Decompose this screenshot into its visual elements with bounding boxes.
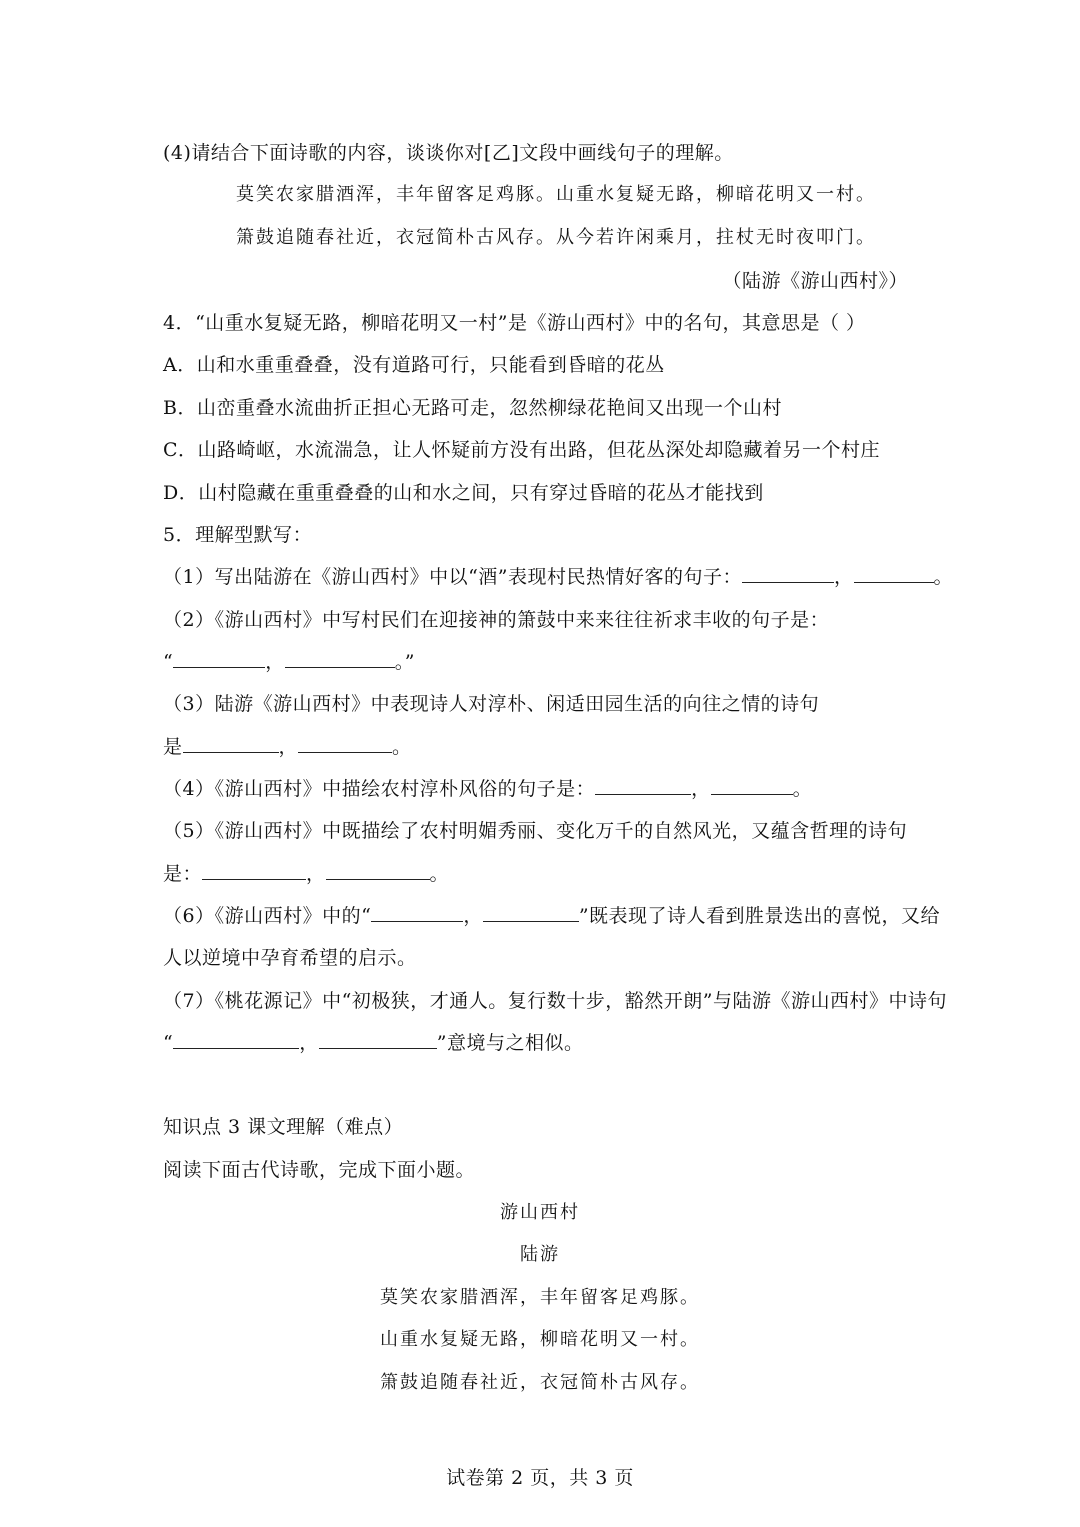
poem-attribution: （陆游《游山西村》） <box>722 270 908 292</box>
answer-blank[interactable] <box>854 564 934 583</box>
fill-q6-continuation: 人以逆境中孕育希望的启示。 <box>163 947 417 969</box>
answer-blank[interactable] <box>742 564 834 583</box>
period: 。 <box>392 736 412 758</box>
fill-q6-suffix: ”既表现了诗人看到胜景迭出的喜悦，又给 <box>578 905 941 927</box>
fill-q2-text: （2）《游山西村》中写村民们在迎接神的箫鼓中来来往往祈求丰收的句子是： <box>163 609 830 631</box>
comma: ， <box>306 863 326 885</box>
poem-line: 箫鼓追随春社近，衣冠简朴古风存。 <box>380 1372 700 1393</box>
answer-blank[interactable] <box>183 734 279 753</box>
answer-blank[interactable] <box>326 861 430 880</box>
fill-q3-text: （3）陆游《游山西村》中表现诗人对淳朴、闲适田园生活的向往之情的诗句 <box>163 693 820 715</box>
answer-blank[interactable] <box>595 776 691 795</box>
answer-blank[interactable] <box>483 903 579 922</box>
answer-blank[interactable] <box>173 649 265 668</box>
poem-title: 游山西村 <box>500 1202 580 1223</box>
fill-q5-text: （5）《游山西村》中既描绘了农村明媚秀丽、变化万千的自然风光，又蕴含哲理的诗句 <box>163 820 908 842</box>
comma: ， <box>299 1032 319 1054</box>
comma: ， <box>834 566 854 588</box>
answer-blank[interactable] <box>711 776 793 795</box>
fill-q7-blanks <box>163 1030 583 1056</box>
mc-option-b[interactable]: B．山峦重叠水流曲折正担心无路可走，忽然柳绿花艳间又出现一个山村 <box>163 397 782 419</box>
fill-q6-prefix: （6）《游山西村》中的“ <box>163 905 372 927</box>
mc-question: 4．“山重水复疑无路，柳暗花明又一村”是《游山西村》中的名句，其意思是（ ） <box>163 312 866 334</box>
answer-blank[interactable] <box>285 649 395 668</box>
answer-blank[interactable] <box>298 734 392 753</box>
comma: ， <box>463 905 483 927</box>
poem-line: 莫笑农家腊酒浑，丰年留客足鸡豚。 <box>380 1287 700 1308</box>
fill-q7-suffix: ”意境与之相似。 <box>436 1032 584 1054</box>
answer-blank[interactable] <box>371 903 463 922</box>
fill-q3-blanks <box>163 734 412 760</box>
poem-line-2: 箫鼓追随春社近，衣冠简朴古风存。从今若许闲乘月，拄杖无时夜叩门。 <box>236 227 876 248</box>
poem-author: 陆游 <box>520 1244 560 1265</box>
fill-q2-blanks <box>163 649 415 675</box>
comma: ， <box>265 651 285 673</box>
fill-q1-text: （1）写出陆游在《游山西村》中以“酒”表现村民热情好客的句子： <box>163 566 743 588</box>
fill-q6 <box>163 903 940 929</box>
mc-option-a[interactable]: A．山和水重重叠叠，没有道路可行，只能看到昏暗的花丛 <box>163 354 665 376</box>
page-footer: 试卷第 2 页，共 3 页 <box>446 1467 634 1489</box>
open-quote: “ <box>163 651 174 673</box>
open-quote: “ <box>163 1032 174 1054</box>
fill-q7-text: （7）《桃花源记》中“初极狭，才通人。复行数十步，豁然开朗”与陆游《游山西村》中诗句 <box>163 990 948 1012</box>
mc-option-d[interactable]: D．山村隐藏在重重叠叠的山和水之间，只有穿过昏暗的花丛才能找到 <box>163 482 764 504</box>
fill-q4-text: （4）《游山西村》中描绘农村淳朴风俗的句子是： <box>163 778 596 800</box>
period: 。 <box>429 863 450 885</box>
section-3-title: 知识点 3 课文理解（难点） <box>163 1116 404 1138</box>
fill-q5-prefix: 是： <box>163 863 203 885</box>
poem-line: 山重水复疑无路，柳暗花明又一村。 <box>380 1329 700 1350</box>
answer-blank[interactable] <box>202 861 306 880</box>
close-quote: 。” <box>394 651 415 673</box>
poem-line-1: 莫笑农家腊酒浑，丰年留客足鸡豚。山重水复疑无路，柳暗花明又一村。 <box>236 184 876 205</box>
fill-q3-prefix: 是 <box>163 736 183 758</box>
fill-q4 <box>163 776 812 802</box>
period: 。 <box>792 778 813 800</box>
question-4-prompt: (4)请结合下面诗歌的内容，谈谈你对[乙]文段中画线句子的理解。 <box>163 142 734 164</box>
answer-blank[interactable] <box>319 1030 437 1049</box>
comma: ， <box>691 778 711 800</box>
period: 。 <box>933 566 954 588</box>
fill-heading: 5．理解型默写： <box>163 524 313 546</box>
comma: ， <box>278 736 299 758</box>
fill-q1 <box>163 564 953 590</box>
fill-q5-blanks <box>163 861 449 887</box>
section-3-instruction: 阅读下面古代诗歌，完成下面小题。 <box>163 1159 476 1181</box>
answer-blank[interactable] <box>173 1030 299 1049</box>
mc-option-c[interactable]: C．山路崎岖，水流湍急，让人怀疑前方没有出路，但花丛深处却隐藏着另一个村庄 <box>163 439 881 461</box>
